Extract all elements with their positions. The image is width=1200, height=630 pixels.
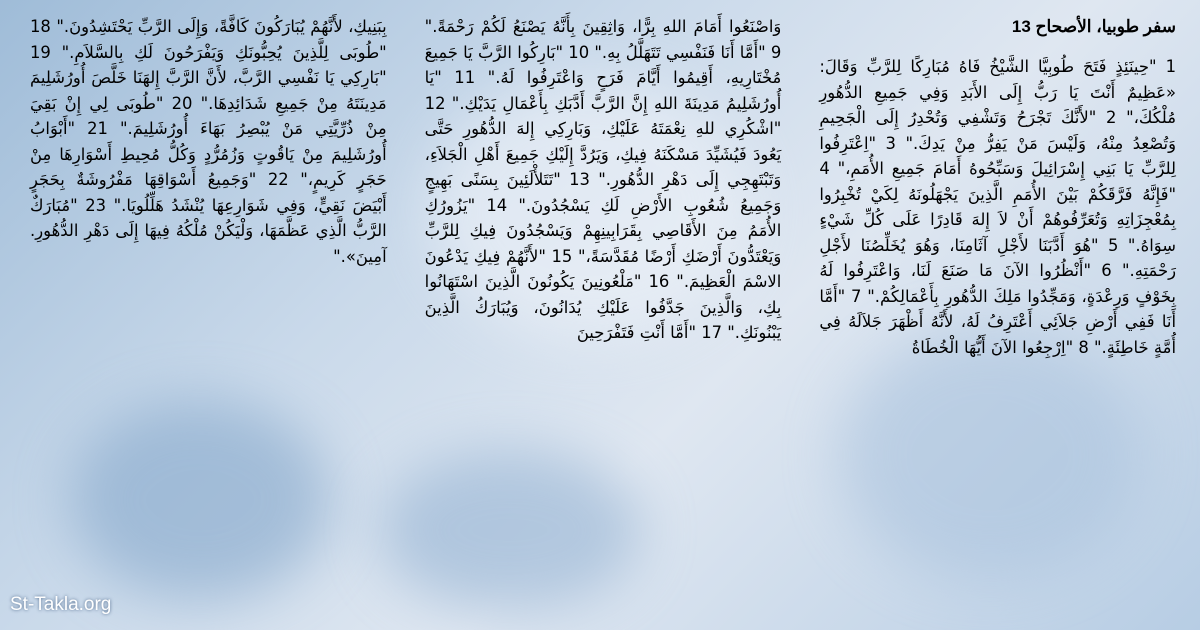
text-column-left	[30, 14, 387, 620]
site-watermark: St-Takla.org	[10, 594, 112, 615]
chapter-title: سفر طوبيا، الأصحاح 13	[1011, 17, 1176, 36]
verse-text: وَاصْنَعُوا أَمَامَ اللهِ بِرًّا، وَاثِقِينَ بِأَنَّهُ يَصْنَعُ لَكُمْ رَحْمَةً." 9 "أَمَّا أَنَا فَنَفْسِي تَتَهَلَّلُ بِهِ." 10 "بَارِكُوا الرَّبَّ يَا جَمِيعَ مُخْتَارِيهِ، أَقِيمُوا أَيَّامَ فَرَحٍ وَاعْتَرِفُوا لَهُ." 11 "يَا أُورُشَلِيمُ مَدِينَةَ اللهِ إِنَّ الرَّبَّ أَدَّبَكِ بِأَعْمَالِ يَدَيْكِ." 12 "اشْكُرِي للهِ نِعْمَتَهُ عَلَيْكِ، وَبَارِكِي إِلهَ الدُّهُورِ حَتَّى يَعُودَ فَيُشَيِّدَ مَسْكَنَهُ فِيكِ، وَيَرُدَّ إِلَيْكِ جَمِيعَ أَهْلِ الْجَلاَءِ، وَتَبْتَهِجِي إِلَى دَهْرِ الدُّهُورِ." 13 "تَتَلأْلَئِينَ بِسَنًى بَهِيجٍ وَجَمِيعُ شُعُوبِ الأَرْضِ لَكِ يَسْجُدُونَ." 14 "يَزُورُكِ الأُمَمُ مِنَ الأَقَاصِي بِقَرَابِينِهِمْ وَيَسْجُدُونَ فِيكِ لِلرَّبِّ وَيَعْتَدُّونَ أَرْضَكِ أَرْضًا مُقَدَّسَةً،" 15 "لأَنَّهُمْ فِيكِ يَدْعُونَ الاسْمَ الْعَظِيمَ." 16 "مَلْعُونِينَ يَكُونُونَ الَّذِينَ اسْتَهَانُوا بِكِ، وَالَّذِينَ جَدَّفُوا عَلَيْكِ يُدَانُونَ، وَيُبَارَكُ الَّذِينَ يَبْنُونَكِ." 17 "أَمَّا أَنْتِ فَتَفْرَحِينَ	[424, 17, 782, 342]
verse-text: بِبَنِيكِ، لأَنَّهُمْ يُبَارَكُونَ كَافَّةً، وَإِلَى الرَّبِّ يَحْتَشِدُونَ." 18 "طُوبَى لِلَّذِينَ يُحِبُّونَكِ وَيَفْرَحُونَ لَكِ بِالسَّلاَمِ." 19 "بَارِكِي يَا نَفْسِي الرَّبَّ، لأَنَّ الرَّبَّ إِلهَنَا خَلَّصَ أُورُشَلِيمَ مَدِينَتَهُ مِنْ جَمِيعِ شَدَائِدِهَا." 20 "طُوبَى لِي إِنْ بَقِيَ مِنْ ذُرِّيَّتِي مَنْ يُبْصِرُ بَهَاءَ أُورُشَلِيمَ." 21 "أَبْوَابُ أُورُشَلِيمَ مِنْ يَاقُوتٍ وَزُمُرُّدٍ وَكُلُّ مُحِيطِ أَسْوَارِهَا مِنْ حَجَرٍ كَرِيمٍ،" 22 "وَجَمِيعُ أَسْوَاقِهَا مَفْرُوشَةٌ بِحَجَرٍ أَبْيَضَ نَقِيٍّ، وَفِي شَوَارِعِهَا يُنْشَدُ هَلِّلُويَا." 23 "مُبَارَكٌ الرَّبُّ الَّذِي عَظَّمَهَا، وَلْيَكُنْ مُلْكُهُ فِيهَا إِلَى دَهْرِ الدُّهُورِ. آمِينَ»."	[29, 17, 387, 266]
text-column-right	[819, 14, 1176, 620]
verse-text: 1 "حِينَئِذٍ فَتَحَ طُوبِيَّا الشَّيْخُ فَاهُ مُبَارِكًا لِلرَّبِّ وَقَالَ: «عَظِيمٌ أَنْتَ يَا رَبُّ إِلَى الأَبَدِ وَفِي جَمِيعِ الدُّهُورِ مُلْكُكَ،" 2 "لأَنَّكَ تَجْرَحُ وَتَشْفِي وَتُحْدِرُ إِلَى الْجَحِيمِ وَتُصْعِدُ مِنْهُ، وَلَيْسَ مَنْ يَفِرُّ مِنْ يَدِكَ." 3 "اِعْتَرِفُوا لِلرَّبِّ يَا بَنِي إِسْرَائِيلَ وَسَبِّحُوهُ أَمَامَ جَمِيعِ الأُمَمِ،" 4 "فَإِنَّهُ فَرَّقَكُمْ بَيْنَ الأُمَمِ الَّذِينَ يَجْهَلُونَهُ لِكَيْ تُخْبِرُوا بِمُعْجِزَاتِهِ وَتُعَرِّفُوهُمْ أَنْ لاَ إِلهَ قَادِرًا عَلَى كُلِّ شَيْءٍ سِوَاهُ." 5 "هُوَ أَدَّبَنَا لأَجْلِ آثَامِنَا، وَهُوَ يُخَلِّصُنَا لأَجْلِ رَحْمَتِهِ." 6 "أَنْظُرُوا الآنَ مَا صَنَعَ لَنَا، وَاعْتَرِفُوا لَهُ بِخَوْفٍ وَرِعْدَةٍ، وَمَجِّدُوا مَلِكَ الدُّهُورِ بِأَعْمَالِكُمْ." 7 "أَمَّا أَنَا فَفِي أَرْضِ جَلاَئِي أَعْتَرِفُ لَهُ، لأَنَّهُ أَظْهَرَ جَلاَلَهُ فِي أُمَّةٍ خَاطِئَةٍ." 8 "اِرْجِعُوا الآنَ أَيُّهَا الْخُطَاةُ	[819, 57, 1177, 357]
text-column-middle	[425, 14, 782, 620]
text-columns	[30, 14, 1176, 620]
